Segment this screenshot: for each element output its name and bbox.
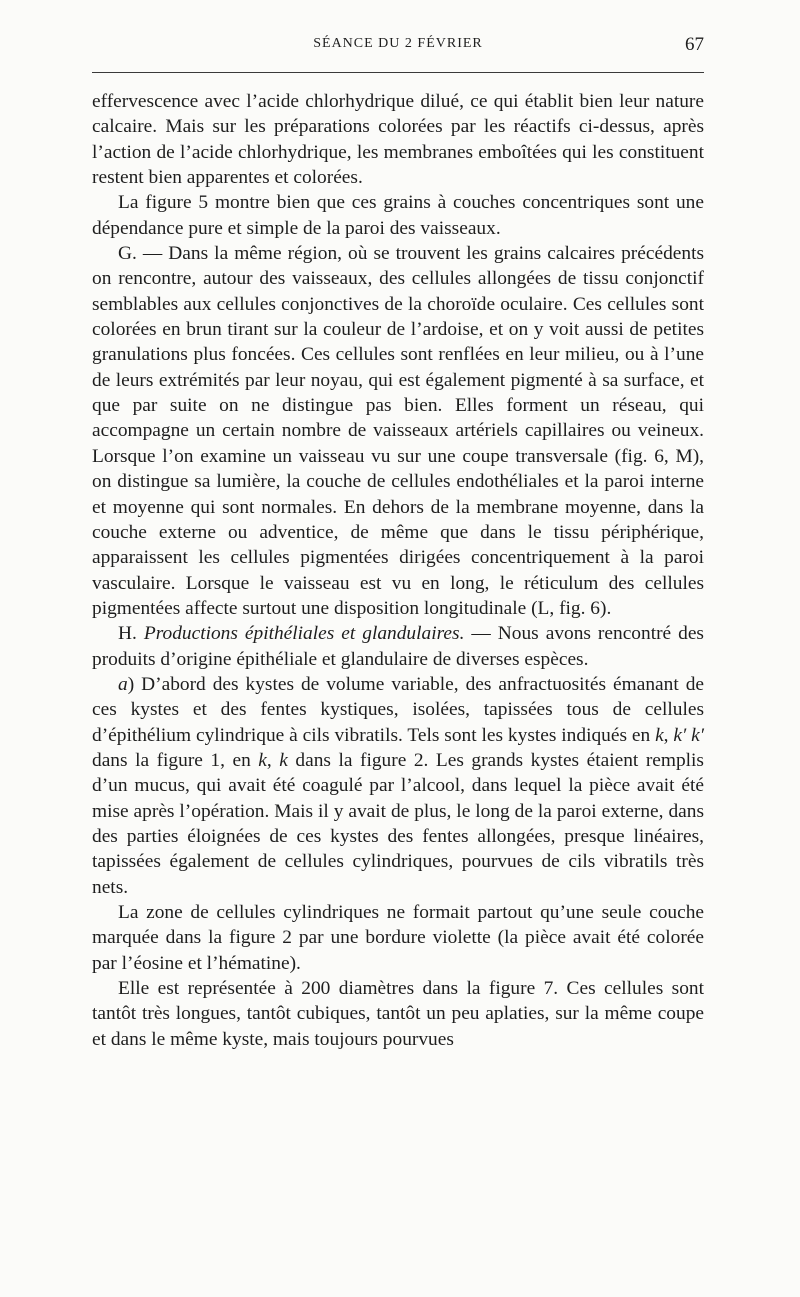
italic-text: k [279, 749, 288, 771]
page-number: 67 [685, 34, 704, 55]
text-segment: dans la figure 1, en [92, 749, 259, 771]
text-segment: ) D’abord des kystes de volume variable, des anfractuosités émanant de ces kystes et des fentes kystiques, isolées, tapissées tous de cellules d’épithélium cylindrique à cils vibratils. Tels sont les kystes indiqués en [92, 673, 704, 746]
paragraph [92, 89, 704, 190]
document-page [92, 34, 704, 1052]
text-segment: H. [118, 623, 144, 645]
running-title: SÉANCE DU 2 FÉVRIER [313, 36, 483, 51]
text-segment: effervescence avec l’acide chlorhydrique dilué, ce qui établit bien leur nature calcaire. Mais sur les préparations colorées par les réactifs ci-dessus, après l’action de l’acide chlorhydrique, les membranes emboîtées qui les constituent restent bien apparentes et colorées. [92, 91, 704, 189]
italic-text: Productions épithéliales et glandulaires. [143, 623, 465, 645]
text-segment: La figure 5 montre bien que ces grains à couches concentriques sont une dépendance pure et simple de la paroi des vaisseaux. [92, 192, 704, 239]
text-segment: G. — Dans la même région, où se trouvent les grains calcaires précédents on rencontre, autour des vaisseaux, des cellules allongées de tissu conjonctif semblables aux cellules conjonctives de la choroïde oculaire. Ces cellules sont colorées en brun tirant sur la couleur de l’ardoise, et on y voit aussi de petites granulations plus foncées. Ces cellules sont renflées en leur milieu, ou à l’une de leurs extrémités par leur noyau, qui est également pigmenté à sa surface, et que par suite on ne distingue pas bien. Elles forment un réseau, qui accompagne un certain nombre de vaisseaux artériels capillaires ou veineux. Lorsque l’on examine un vaisseau vu sur une coupe transversale (fig. 6, M), on distingue sa lumière, la couche de cellules endothéliales et la paroi interne et moyenne qui sont normales. En dehors de la membrane moyenne, dans la couche externe ou adventice, de même que dans le tissu périphérique, apparaissent les cellules pigmentées dirigées concentriquement à la paroi vasculaire. Lorsque le vaisseau est vu en long, le réticulum des cellules pigmentées affecte surtout une disposition longitudinale (L, fig. 6). [92, 243, 704, 619]
italic-text: a [118, 673, 128, 695]
text-segment: , [266, 749, 280, 771]
paragraph [92, 672, 704, 900]
page-header [92, 34, 704, 58]
paragraph [92, 976, 704, 1052]
italic-text: k′ k′ [673, 724, 704, 746]
body-text [92, 89, 704, 1052]
italic-text: k [655, 724, 664, 746]
text-segment: dans la figure 2. Les grands kystes étaient remplis d’un mucus, qui avait été coagulé par l’alcool, dans lequel la pièce avait été mise après l’opération. Mais il y avait de plus, le long de la paroi externe, dans des parties éloignées de ces kystes des fentes allongées, presque linéaires, tapissées également de cellules cylindriques, pourvues de cils vibratils très nets. [92, 749, 704, 898]
text-segment: La zone de cellules cylindriques ne formait partout qu’une seule couche marquée dans la figure 2 par une bordure violette (la pièce avait été colorée par l’éosine et l’hématine). [92, 902, 704, 974]
header-rule [92, 72, 704, 73]
text-segment: — Nous avons rencontré des produits d’origine épithéliale et glandulaire de diverses espèces. [92, 623, 704, 670]
text-segment: , [663, 724, 674, 746]
italic-text: k [258, 749, 267, 771]
paragraph [92, 621, 704, 672]
paragraph [92, 241, 704, 621]
text-segment: Elle est représentée à 200 diamètres dans la figure 7. Ces cellules sont tantôt très longues, tantôt cubiques, tantôt un peu aplaties, sur la même coupe et dans le même kyste, mais toujours pourvues [92, 978, 704, 1050]
paragraph [92, 190, 704, 241]
paragraph [92, 900, 704, 976]
